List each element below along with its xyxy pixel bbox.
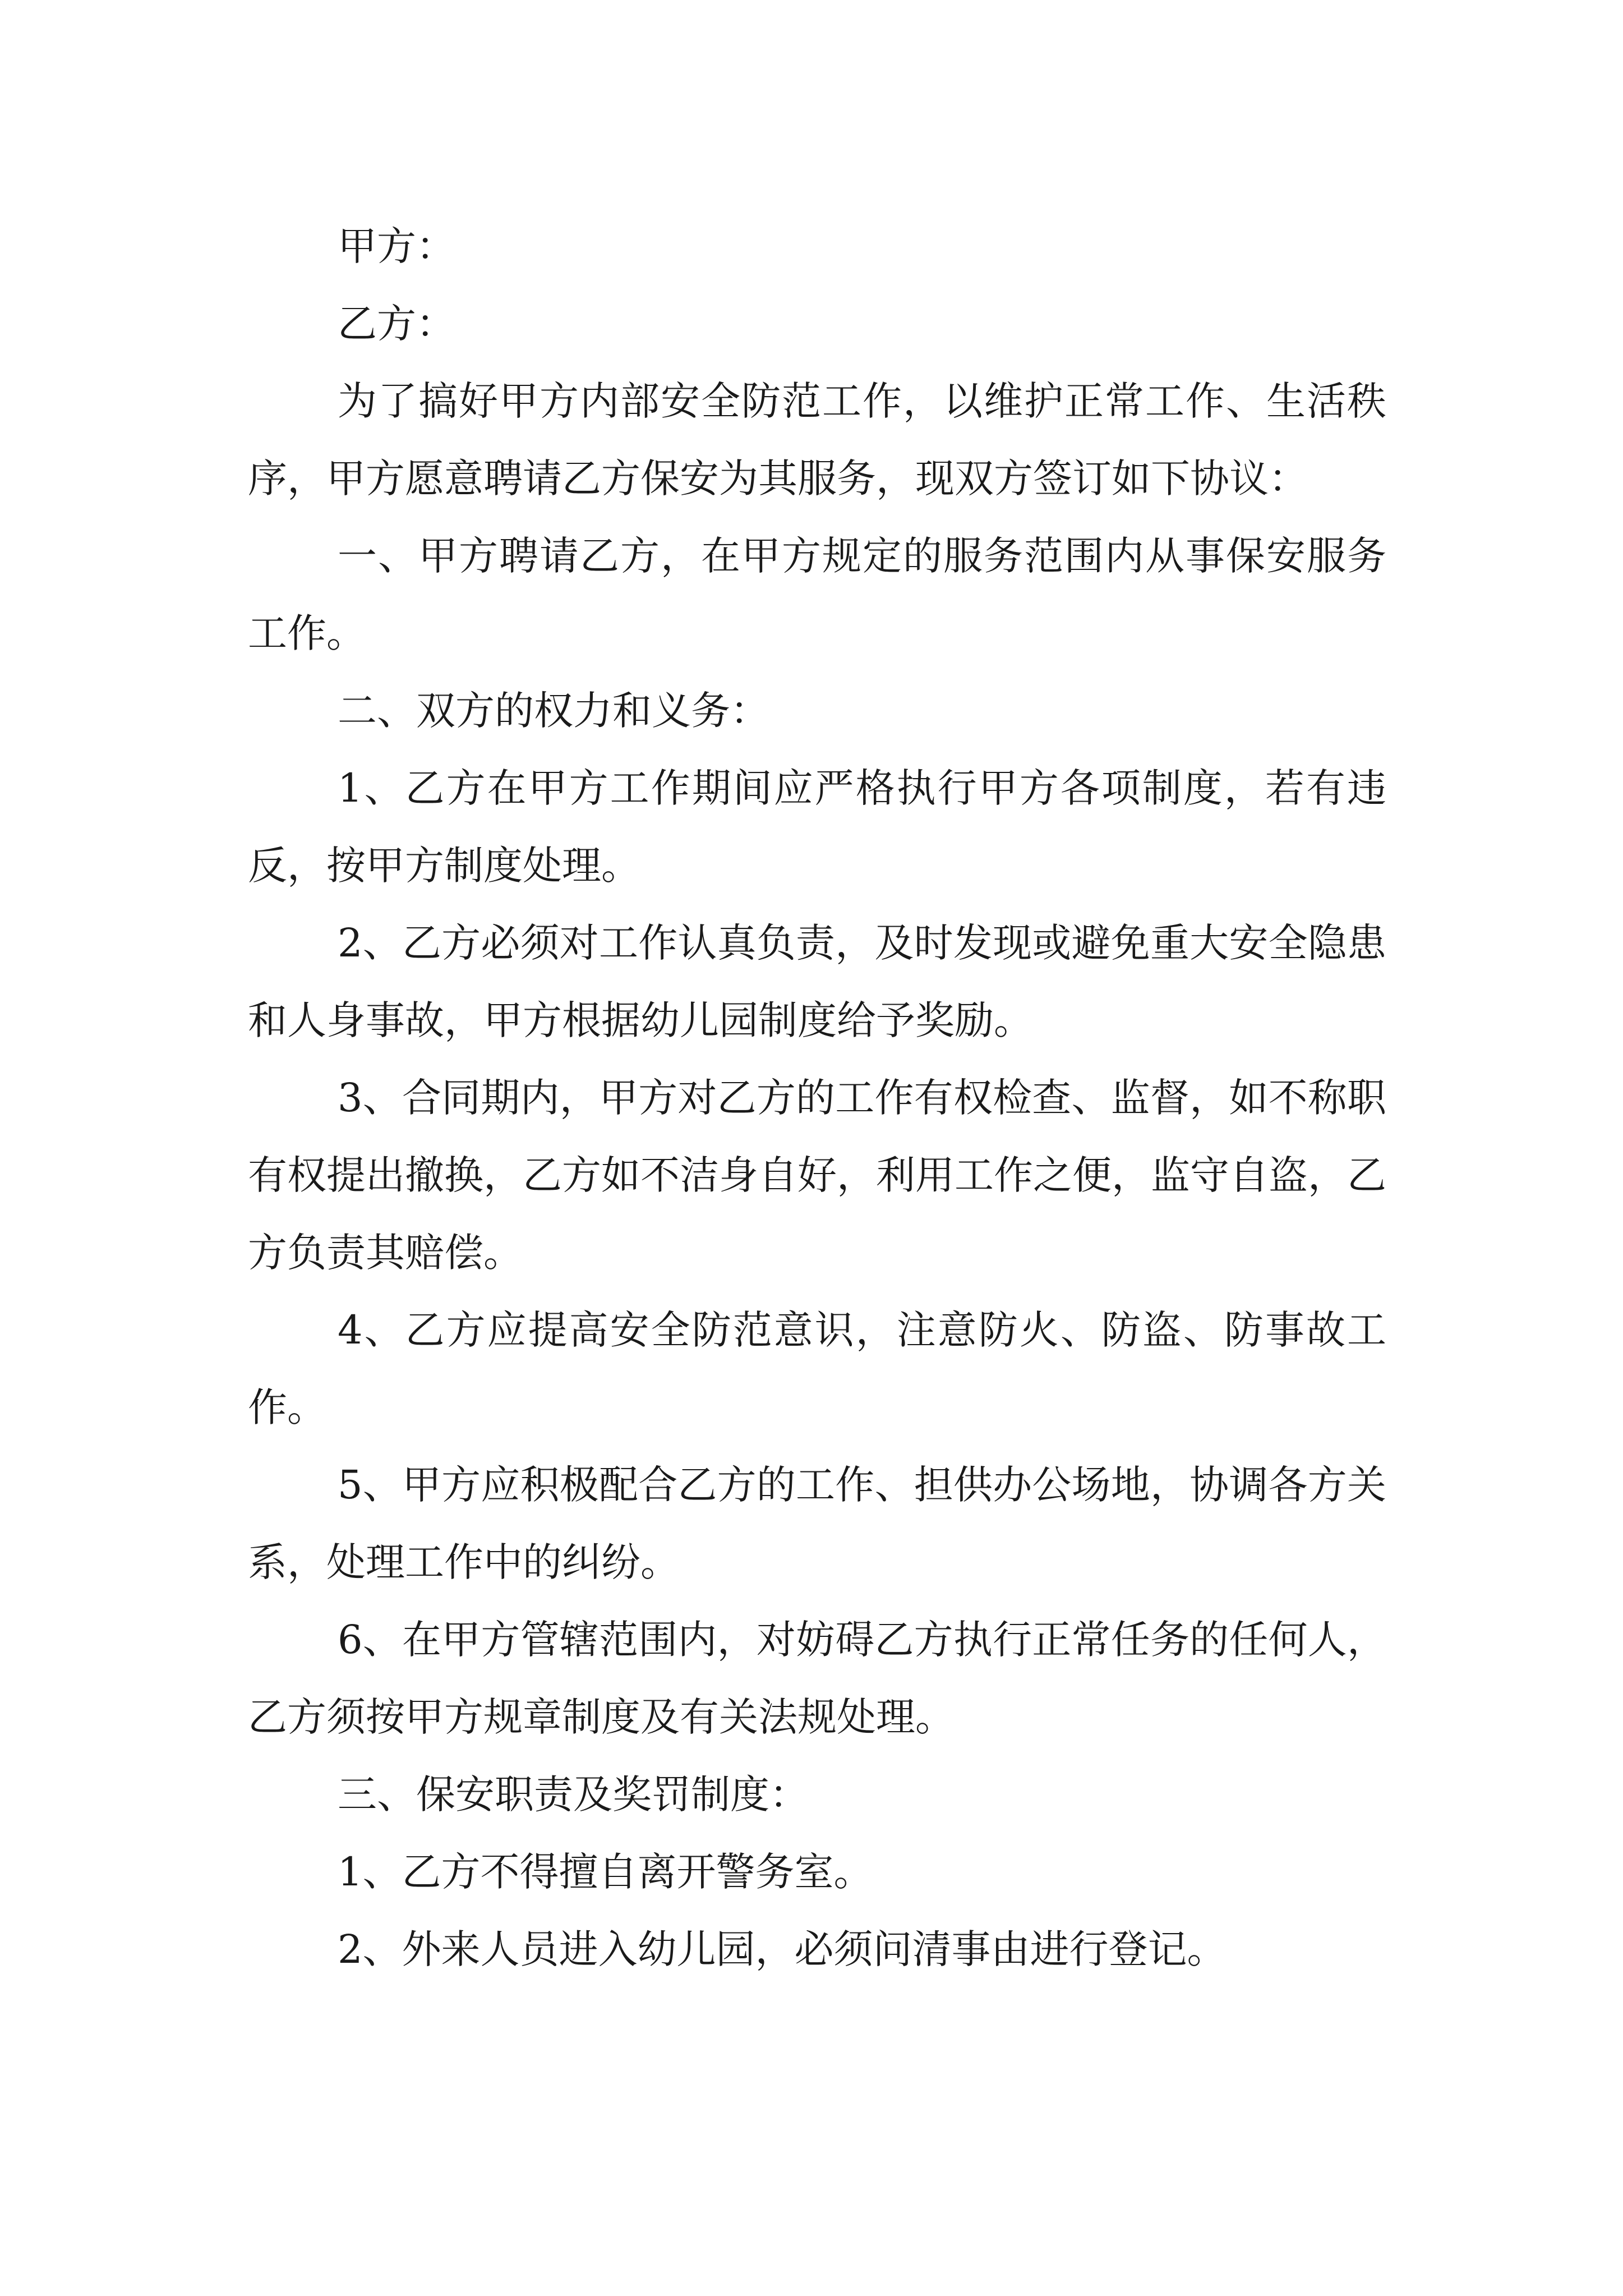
clause-3-item-2: 2、外来人员进入幼儿园，必须问清事由进行登记。 xyxy=(338,1926,1227,1972)
party-b-line: 乙方： xyxy=(338,301,455,347)
clause-2-item-6: 6、在甲方管辖范围内，对妨碍乙方执行正常任务的任何人，乙方须按甲方规章制度及有关法规处理。 xyxy=(248,1617,1386,1740)
preamble-paragraph: 为了搞好甲方内部安全防范工作，以维护正常工作、生活秩序，甲方愿意聘请乙方保安为其服务，现双方签订如下协议： xyxy=(248,378,1386,501)
clause-2-item-4: 4、乙方应提高安全防范意识，注意防火、防盗、防事故工作。 xyxy=(248,1307,1386,1430)
clause-2-item-1: 1、乙方在甲方工作期间应严格执行甲方各项制度，若有违反，按甲方制度处理。 xyxy=(248,765,1386,889)
clause-3-item-1: 1、乙方不得擅自离开警务室。 xyxy=(338,1849,873,1895)
clause-2-item-2: 2、乙方必须对工作认真负责，及时发现或避免重大安全隐患和人身事故，甲方根据幼儿园制度给予奖励。 xyxy=(248,920,1386,1043)
document-body xyxy=(248,208,1386,1988)
clause-3-heading: 三、保安职责及奖罚制度： xyxy=(338,1772,809,1818)
clause-2-item-5: 5、甲方应积极配合乙方的工作、担供办公场地，协调各方关系，处理工作中的纠纷。 xyxy=(248,1462,1386,1585)
clause-2-item-3: 3、合同期内，甲方对乙方的工作有权检查、监督，如不称职有权提出撤换，乙方如不洁身自好，利用工作之便，监守自盗，乙方负责其赔偿。 xyxy=(248,1075,1386,1276)
clause-1-paragraph: 一、甲方聘请乙方，在甲方规定的服务范围内从事保安服务工作。 xyxy=(248,533,1386,656)
clause-2-heading: 二、双方的权力和义务： xyxy=(338,688,769,734)
party-a-line: 甲方： xyxy=(338,223,455,269)
